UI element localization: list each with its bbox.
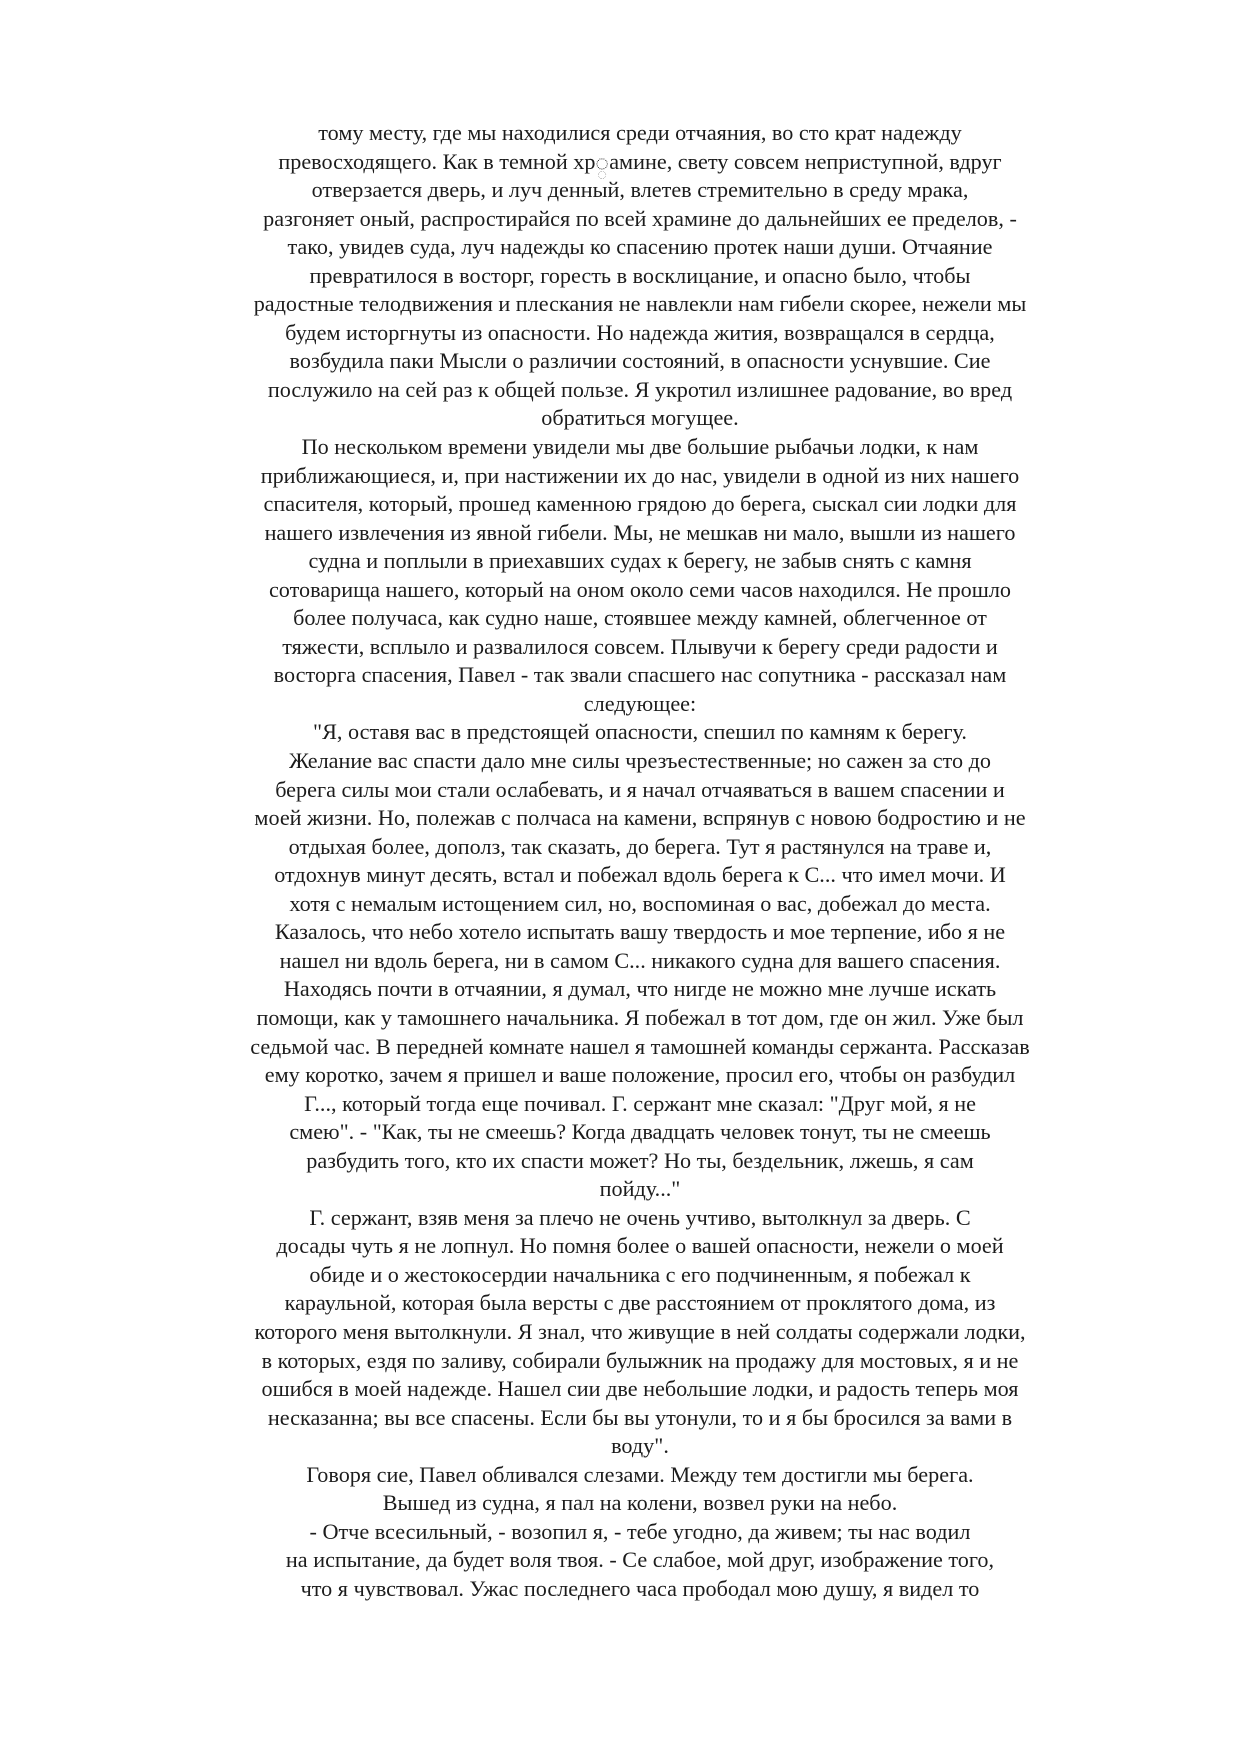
text-line: возбудила паки Мысли о различии состояний, в опасности уснувшие. Сие [289,348,991,374]
text-line: караульной, которая была версты с две расстоянием от проклятого дома, из [284,1290,996,1316]
text-line: сотоварища нашего, который на оном около семи часов находился. Не прошло [268,576,1012,602]
text-line: Находясь почти в отчаянии, я думал, что нигде не можно мне лучше искать [283,976,997,1002]
text-line: радостные телодвижения и плескания не навлекли нам гибели скорее, нежели мы [253,291,1027,317]
text-line: нашел ни вдоль берега, ни в самом С... никакого судна для вашего спасения. [279,947,1001,973]
body-text [200,119,1080,1603]
text-line: отдыхая более, дополз, так сказать, до берега. Тут я растянулся на траве и, [288,833,992,859]
text-line: спасителя, который, прошед каменною грядою до берега, сыскал сии лодки для [263,491,1017,517]
text-line: тако, увидев суда, луч надежды ко спасению протек наши души. Отчаяние [287,234,993,260]
text-line: смею". - "Как, ты не смеешь? Когда двадцать человек тонут, ты не смеешь [289,1119,991,1145]
text-line: хотя с немалым истощением сил, но, воспоминая о вас, добежал до места. [289,890,991,916]
text-line: воду". [611,1433,669,1459]
text-line: отдохнув минут десять, встал и побежал вдоль берега к С... что имел мочи. И [274,862,1006,888]
text-line: пойду..." [599,1176,681,1202]
text-line: восторга спасения, Павел - так звали спасшего нас сопутника - рассказал нам [273,662,1007,688]
text-line: Г..., который тогда еще почивал. Г. сержант мне сказал: "Друг мой, я не [304,1090,976,1116]
text-line: нашего извлечения из явной гибели. Мы, не мешкав ни мало, вышли из нашего [264,519,1016,545]
text-line: которого меня вытолкнули. Я знал, что живущие в ней солдаты содержали лодки, [254,1318,1026,1344]
text-line: что я чувствовал. Ужас последнего часа прободал мою душу, я видел то [300,1575,980,1601]
text-line: досады чуть я не лопнул. Но помня более о вашей опасности, нежели о моей [276,1233,1004,1259]
text-line: берега силы мои стали ослабевать, и я начал отчаяваться в вашем спасении и [275,776,1005,802]
text-line: приближающиеся, и, при настижении их до нас, увидели в одной из них нашего [260,462,1020,488]
text-line: разбудить того, кто их спасти может? Но ты, бездельник, лжешь, я сам [306,1147,974,1173]
text-line: обратиться могущее. [541,405,739,431]
text-line: моей жизни. Но, полежав с полчаса на камени, вспрянув с новою бодростию и не [254,805,1026,831]
text-line: тому месту, где мы находилися среди отчаяния, во сто крат надежду [318,120,962,145]
text-line: несказанна; вы все спасены. Если бы вы утонули, то и я бы бросился за вами в [267,1404,1013,1430]
text-line: более получаса, как судно наше, стоявшее между камней, облегченное от [293,605,987,631]
text-line: отверзается дверь, и луч денный, влетев стремительно в среду мрака, [311,177,969,203]
text-line: следующее: [583,690,697,716]
text-line: По нескольком времени увидели мы две большие рыбачьи лодки, к нам [301,434,979,460]
text-line: Желание вас спасти дало мне силы чрезъестественные; но сажен за сто до [289,748,991,774]
text-line: в которых, ездя по заливу, собирали булыжник на продажу для мостовых, я и не [261,1347,1019,1373]
text-line: ему коротко, зачем я пришел и ваше положение, просил его, чтобы он разбудил [264,1062,1016,1088]
text-line: Вышед из судна, я пал на колени, возвел руки на небо. [382,1490,898,1516]
text-line: ошибся в моей надежде. Нашел сии две небольшие лодки, и радость теперь моя [261,1376,1019,1402]
text-line: будем исторгнуты из опасности. Но надежда жития, возвращался в сердца, [285,319,995,345]
text-line: - Отче всесильный, - возопил я, - тебе угодно, да живем; ты нас водил [309,1518,971,1544]
text-line: судна и поплыли в приехавших судах к берегу, не забыв снять с камня [308,548,972,574]
text-line: разгоняет оный, распростирайся по всей храмине до дальнейших ее пределов, - [263,205,1017,231]
text-line: послужило на сей раз к общей пользе. Я укротил излишнее радование, во вред [267,376,1013,402]
text-line: обиде и о жестокосердии начальника с его подчиненным, я побежал к [309,1261,971,1287]
text-line: помощи, как у тамошнего начальника. Я побежал в тот дом, где он жил. Уже был [256,1004,1024,1030]
text-line: превосходящего. Как в темной хр္амине, свету совсем неприступной, вдруг [278,148,1002,174]
text-line: на испытание, да будет воля твоя. - Се слабое, мой друг, изображение того, [285,1547,995,1573]
text-line: Г. сержант, взяв меня за плечо не очень учтиво, вытолкнул за дверь. С [309,1204,971,1230]
text-line: Казалось, что небо хотело испытать вашу твердость и мое терпение, ибо я не [274,919,1006,945]
text-line: Говоря сие, Павел обливался слезами. Между тем достигли мы берега. [306,1461,974,1487]
text-line: "Я, оставя вас в предстоящей опасности, спешил по камням к берегу. [313,719,967,745]
text-line: седьмой час. В передней комнате нашел я тамошней команды сержанта. Рассказав [250,1033,1030,1059]
text-line: превратилося в восторг, горесть в восклицание, и опасно было, чтобы [309,262,971,288]
text-line: тяжести, всплыло и развалилося совсем. Плывучи к берегу среди радости и [282,633,998,659]
